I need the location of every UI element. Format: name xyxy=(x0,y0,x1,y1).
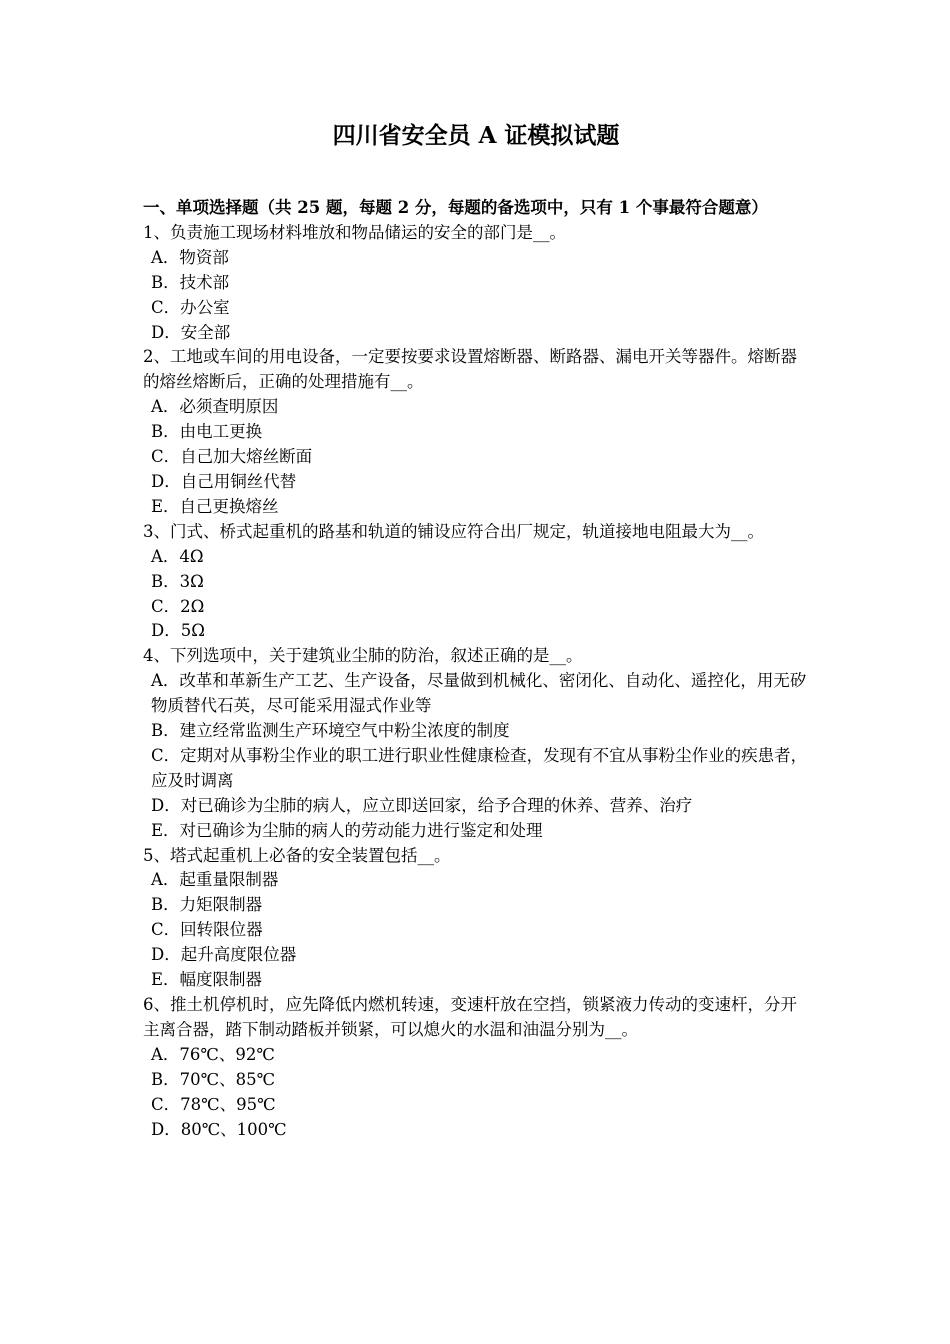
question-3 xyxy=(143,520,809,645)
question-stem: 5、塔式起重机上必备的安全装置包括__。 xyxy=(143,845,451,865)
option-c: C．定期对从事粉尘作业的职工进行职业性健康检查，发现有不宜从事粉尘作业的疾患者，应及时调离 xyxy=(151,745,808,790)
option-d: D．自己用铜丝代替 xyxy=(151,471,297,491)
option-a: A．76℃、92℃ xyxy=(151,1044,275,1064)
option-e: E．自己更换熔丝 xyxy=(151,496,279,516)
option-a: A．起重量限制器 xyxy=(151,870,279,890)
option-b: B．由电工更换 xyxy=(151,422,263,442)
option-c: C．78℃、95℃ xyxy=(151,1094,276,1114)
question-2 xyxy=(143,345,809,519)
option-c: C．2Ω xyxy=(151,596,205,616)
option-b: B．力矩限制器 xyxy=(151,895,263,915)
option-c: C．自己加大熔丝断面 xyxy=(151,447,313,467)
option-d: D．对已确诊为尘肺的病人，应立即送回家，给予合理的休养、营养、治疗 xyxy=(151,795,693,815)
question-6 xyxy=(143,993,809,1142)
question-stem: 1、负责施工现场材料堆放和物品储运的安全的部门是__。 xyxy=(143,222,566,242)
option-a: A．物资部 xyxy=(151,247,229,267)
question-stem: 2、工地或车间的用电设备，一定要按要求设置熔断器、断路器、漏电开关等器件。熔断器的熔丝熔断后，正确的处理措施有__。 xyxy=(143,347,797,392)
option-d: D．5Ω xyxy=(151,621,205,641)
document-title: 四川省安全员 A 证模拟试题 xyxy=(332,122,620,149)
option-a: A．必须查明原因 xyxy=(151,397,279,417)
option-d: D．安全部 xyxy=(151,322,231,342)
question-stem: 4、下列选项中，关于建筑业尘肺的防治，叙述正确的是__。 xyxy=(143,646,583,666)
option-b: B．70℃、85℃ xyxy=(151,1069,276,1089)
option-b: B．3Ω xyxy=(151,571,204,591)
option-b: B．建立经常监测生产环境空气中粉尘浓度的制度 xyxy=(151,721,510,741)
option-c: C．回转限位器 xyxy=(151,920,263,940)
question-4 xyxy=(143,644,809,843)
question-5 xyxy=(143,844,809,993)
option-d: D．80℃、100℃ xyxy=(151,1119,287,1139)
document-body xyxy=(143,196,809,1142)
option-d: D．起升高度限位器 xyxy=(151,945,297,965)
section-heading: 一、单项选择题（共 25 题，每题 2 分，每题的备选项中，只有 1 个事最符合题意） xyxy=(143,198,768,217)
option-e: E．幅度限制器 xyxy=(151,970,263,990)
option-c: C．办公室 xyxy=(151,297,230,317)
question-1 xyxy=(143,221,809,346)
option-b: B．技术部 xyxy=(151,272,230,292)
question-stem: 6、推土机停机时，应先降低内燃机转速，变速杆放在空挡，锁紧液力传动的变速杆，分开主离合器，踏下制动踏板并锁紧，可以熄火的水温和油温分别为__。 xyxy=(143,995,797,1039)
option-e: E．对已确诊为尘肺的病人的劳动能力进行鉴定和处理 xyxy=(151,820,543,840)
question-stem: 3、门式、桥式起重机的路基和轨道的铺设应符合出厂规定，轨道接地电阻最大为__。 xyxy=(143,521,764,541)
option-a: A．4Ω xyxy=(151,546,204,566)
option-a: A．改革和革新生产工艺、生产设备，尽量做到机械化、密闭化、自动化、遥控化，用无矽物质替代石英，尽可能采用湿式作业等 xyxy=(151,671,807,716)
